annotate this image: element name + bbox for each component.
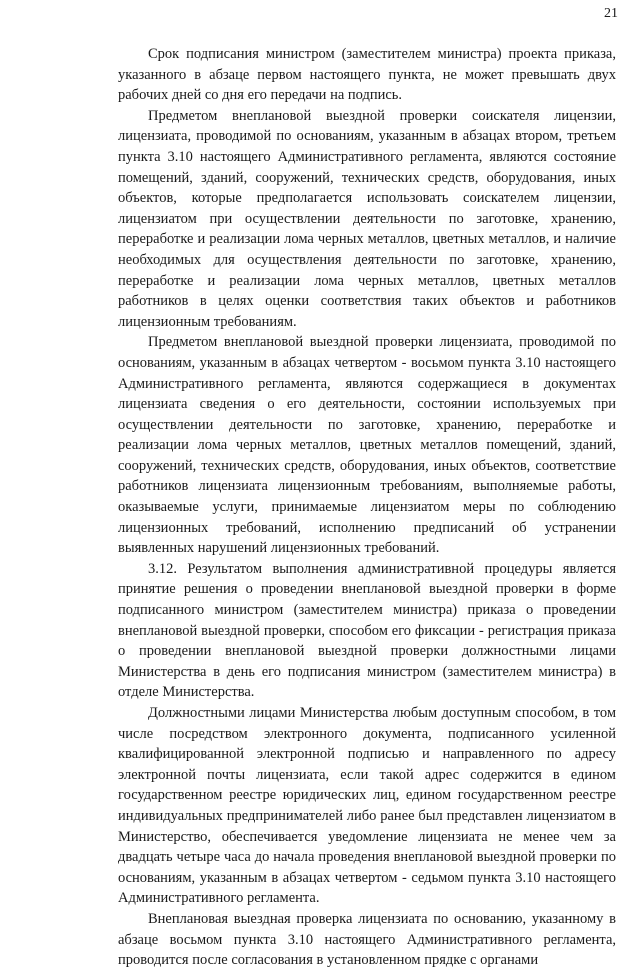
document-body [118,44,616,971]
page-number: 21 [604,6,618,21]
paragraph-inspection-subject-licensee: Предметом внеплановой выездной проверки лицензиата, проводимой по основаниям, указанным в абзацах четвертом - восьмом пункта 3.10 настоящего Административного регламента, являются содержащиеся в документах лицензиата сведения о его деятельности, состоянии используемых при осуществлении деятельности по заготовке, хранению, переработке и реализации лома черных металлов, цветных металлов помещений, зданий, сооружений, технических средств, оборудования, иных объектов, соответствие работников лицензиата лицензионным требованиям, выполняемые работы, оказываемые услуги, принимаемые лицензиатом меры по соблюдению лицензионных требований, исполнению предписаний об устранении выявленных нарушений лицензионных требований. [118,334,616,557]
paragraph-inspection-subject-applicant: Предметом внеплановой выездной проверки соискателя лицензии, лицензиата, проводимой по основаниям, указанным в абзацах втором, третьем пункта 3.10 настоящего Административного регламента, являются состояние помещений, зданий, сооружений, технических средств, оборудования, иных объектов, которые предполагается использовать соискателем лицензии, лицензиатом при осуществлении деятельности по заготовке, хранению, переработке и реализации лома черных металлов, цветных металлов, и наличие необходимых для осуществления деятельности по заготовке, хранению, переработке и реализации лома черных металлов, цветных металлов работников в целях оценки соответствия таких объектов и работников лицензионным требованиям. [118,107,616,330]
paragraph-procedure-result: 3.12. Результатом выполнения административной процедуры является принятие решения о проведении внеплановой выездной проверки в форме подписанного министром (заместителем министра) приказа о проведении внеплановой выездной проверки, способом его фиксации - регистрация приказа о проведении внеплановой выездной проверки должностными лицами Министерства в день его подписания министром (заместителем министра) в отделе Министерства. [118,560,616,701]
paragraph-unscheduled-inspection-approval: Внеплановая выездная проверка лицензиата по основанию, указанному в абзаце восьмом пункта 3.10 настоящего Административного регламента, проводится после согласования в установленном прядке с органами [118,910,616,969]
paragraph-licensee-notification: Должностными лицами Министерства любым доступным способом, в том числе посредством электронного документа, подписанного усиленной квалифицированной электронной подписью и направленного по адресу электронной почты лицензиата, если такой адрес содержится в едином государственном реестре юридических лиц, едином государственном реестре индивидуальных предпринимателей либо ранее был представлен лицензиатом в Министерство, обеспечивается уведомление лицензиата не менее чем за двадцать четыре часа до начала проведения внеплановой выездной проверки по основаниям, указанным в абзацах четвертом - седьмом пункта 3.10 настоящего Административного регламента. [118,705,616,907]
paragraph-signing-deadline: Срок подписания министром (заместителем министра) проекта приказа, указанного в абзаце первом настоящего пункта, не может превышать двух рабочих дней со дня его передачи на подпись. [118,46,616,104]
